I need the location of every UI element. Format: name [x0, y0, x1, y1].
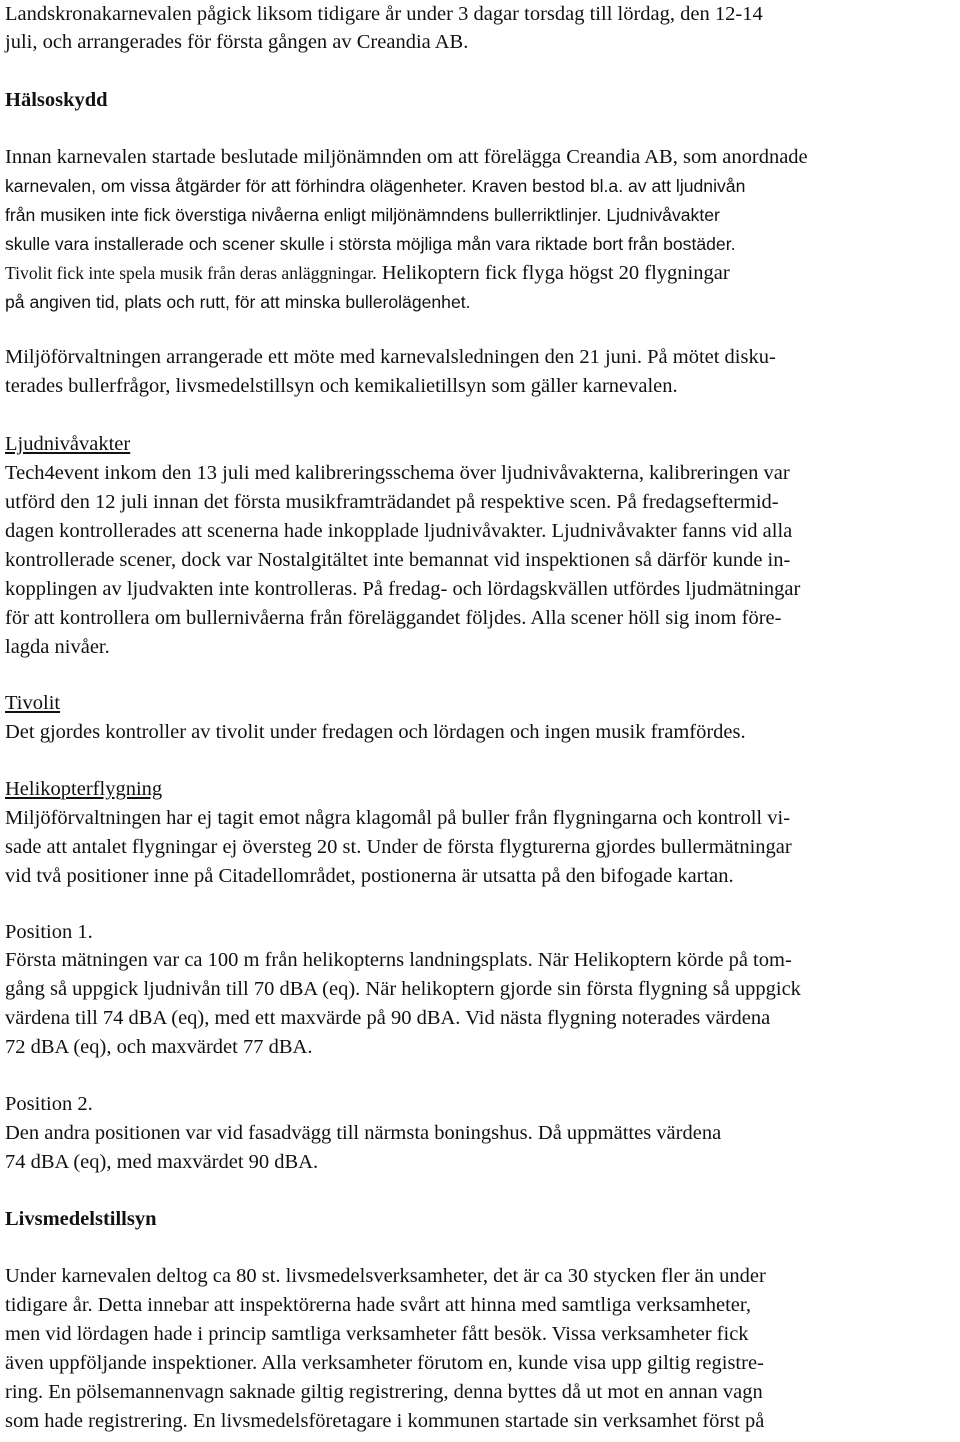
section-heading-helikopterflygning: Helikopterflygning — [5, 778, 163, 800]
position-heading: Position 2. — [5, 1093, 93, 1115]
paragraph-line: Den andra positionen var vid fasadvägg till närmsta boningshus. Då uppmättes värdena — [5, 1122, 722, 1144]
paragraph-line: ring. En pölsemannenvagn saknade giltig registrering, denna byttes då ut mot en annan vagn — [5, 1381, 763, 1403]
paragraph-line: Första mätningen var ca 100 m från helikopterns landningsplats. När Helikoptern körde på tom- — [5, 949, 792, 971]
paragraph-line: Under karnevalen deltog ca 80 st. livsmedelsverksamheter, det är ca 30 stycken fler än under — [5, 1265, 766, 1287]
paragraph-line: från musiken inte fick överstiga nivåerna enligt miljönämndens bullerriktlinjer. Ljudnivåvakter — [5, 205, 720, 225]
paragraph-line: Det gjordes kontroller av tivolit under fredagen och lördagen och ingen musik framfördes. — [5, 721, 746, 743]
paragraph-segment: Helikoptern fick flyga högst 20 flygningar — [376, 262, 730, 284]
paragraph-line: Miljöförvaltningen arrangerade ett möte med karnevalsledningen den 21 juni. På mötet disku- — [5, 346, 776, 368]
paragraph-line: även uppföljande inspektioner. Alla verksamheter förutom en, kunde visa upp giltig registre- — [5, 1352, 764, 1374]
paragraph-line: som hade registrering. En livsmedelsföretagare i kommunen startade sin verksamhet först på — [5, 1410, 765, 1432]
paragraph-line: för att kontrollera om bullernivåerna från föreläggandet följdes. Alla scener höll sig inom före- — [5, 607, 782, 629]
section-heading-tivolit: Tivolit — [5, 692, 61, 714]
paragraph-line: Innan karnevalen startade beslutade miljönämnden om att förelägga Creandia AB, som anordnade — [5, 146, 808, 168]
paragraph-line: värdena till 74 dBA (eq), med ett maxvärde på 90 dBA. Vid nästa flygning noterades värdena — [5, 1007, 771, 1029]
paragraph-segment: Tivolit fick inte spela musik från deras anläggningar. — [5, 263, 377, 283]
paragraph-line: men vid lördagen hade i princip samtliga verksamheter fått besök. Vissa verksamheter fick — [5, 1323, 749, 1345]
paragraph-line: skulle vara installerade och scener skulle i största möjliga mån vara riktade bort från bostäder. — [5, 234, 736, 254]
paragraph-line: 74 dBA (eq), med maxvärdet 90 dBA. — [5, 1151, 319, 1173]
paragraph-line: Miljöförvaltningen har ej tagit emot några klagomål på buller från flygningarna och kontroll vi- — [5, 807, 791, 829]
paragraph-line: dagen kontrollerades att scenerna hade inkopplade ljudnivåvakter. Ljudnivåvakter fanns vid alla — [5, 520, 793, 542]
intro-line: Landskronakarnevalen pågick liksom tidigare år under 3 dagar torsdag till lördag, den 12-14 — [5, 3, 763, 25]
intro-line: juli, och arrangerades för första gången av Creandia AB. — [5, 31, 469, 53]
paragraph-line: lagda nivåer. — [5, 636, 110, 658]
section-heading-livsmedelstillsyn: Livsmedelstillsyn — [5, 1208, 157, 1230]
paragraph-line: vid två positioner inne på Citadellområdet, postionerna är utsatta på den bifogade kartan. — [5, 865, 734, 887]
paragraph-line: kontrollerade scener, dock var Nostalgitältet inte bemannat vid inspektionen så därför kunde in- — [5, 549, 791, 571]
paragraph-line: kopplingen av ljudvakten inte kontrolleras. På fredag- och lördagskvällen utfördes ljudmätningar — [5, 578, 801, 600]
paragraph-line: Tech4event inkom den 13 juli med kalibreringsschema över ljudnivåvakterna, kalibreringen var — [5, 462, 790, 484]
paragraph-line: tidigare år. Detta innebar att inspektörerna hade svårt att hinna med samtliga verksamheter, — [5, 1294, 752, 1316]
paragraph-line — [5, 259, 730, 287]
section-heading-ljudnivavakter: Ljudnivåvakter — [5, 433, 131, 455]
paragraph-line: karnevalen, om vissa åtgärder för att förhindra olägenheter. Kraven bestod bl.a. av att ljudnivån — [5, 176, 746, 196]
paragraph-line: 72 dBA (eq), och maxvärdet 77 dBA. — [5, 1036, 313, 1058]
paragraph-line: utförd den 12 juli innan det första musikframträdandet på respektive scen. På fredagseftermid- — [5, 491, 779, 513]
position-heading: Position 1. — [5, 921, 93, 943]
paragraph-line: gång så uppgick ljudnivån till 70 dBA (eq). När helikoptern gjorde sin första flygning så uppgick — [5, 978, 801, 1000]
section-heading-halsoskydd: Hälsoskydd — [5, 89, 108, 111]
paragraph-line: på angiven tid, plats och rutt, för att minska bullerolägenhet. — [5, 292, 471, 312]
paragraph-line: sade att antalet flygningar ej översteg 20 st. Under de första flygturerna gjordes bullermätningar — [5, 836, 792, 858]
paragraph-line: terades bullerfrågor, livsmedelstillsyn och kemikalietillsyn som gäller karnevalen. — [5, 375, 678, 397]
